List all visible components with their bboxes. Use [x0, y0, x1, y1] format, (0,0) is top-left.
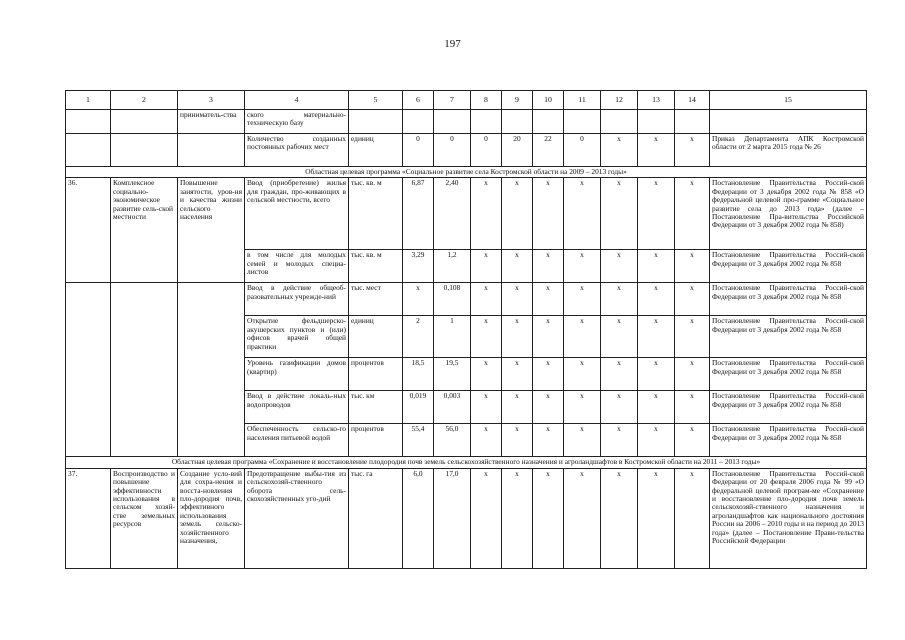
value-cell: x: [638, 178, 675, 250]
table-cell: [349, 110, 403, 134]
value-cell: 0: [564, 134, 601, 167]
value-cell: x: [564, 316, 601, 358]
table-cell: [66, 283, 111, 457]
value-cell: x: [601, 391, 638, 424]
column-header: 13: [638, 91, 675, 110]
table-cell: [710, 110, 867, 134]
column-header: 8: [471, 91, 502, 110]
value-cell: x: [502, 316, 533, 358]
column-header: 1: [66, 91, 111, 110]
value-cell: x: [675, 134, 710, 167]
table-cell: [675, 110, 710, 134]
table-cell: [471, 110, 502, 134]
value-cell: x: [638, 391, 675, 424]
value-cell: x: [502, 283, 533, 316]
value-cell: x: [601, 134, 638, 167]
table-cell: [111, 110, 178, 134]
value-cell: x: [471, 250, 502, 283]
value-cell: x: [502, 424, 533, 457]
goal-cell: Комплексное социально-экономическое развитие сель-ской местности: [111, 178, 178, 283]
table-cell: [178, 134, 245, 167]
value-cell: x: [601, 316, 638, 358]
source-cell: Постановление Правительства Россий-ской Федерации от 3 декабря 2002 года № 858: [710, 358, 867, 391]
value-cell: x: [533, 468, 564, 568]
source-cell: Постановление Правительства Россий-ской Федерации от 3 декабря 2002 года № 858: [710, 424, 867, 457]
indicator-cell: Ввод (приобретение) жилья для граждан, про-живающих в сельской местности, всего: [245, 178, 349, 250]
value-cell: x: [471, 178, 502, 250]
value-cell: x: [638, 424, 675, 457]
source-cell: Постановление Правительства Россий-ской Федерации от 3 декабря 2002 года № 858: [710, 283, 867, 316]
value-cell: x: [471, 283, 502, 316]
column-header: 12: [601, 91, 638, 110]
unit-cell: единиц: [349, 134, 403, 167]
value-cell: x: [533, 250, 564, 283]
column-header: 4: [245, 91, 349, 110]
task-cell: приниматель-ства: [178, 110, 245, 134]
table-cell: [178, 283, 245, 457]
indicator-cell: Ввод в действие локаль-ных водопроводов: [245, 391, 349, 424]
item-number: 36.: [66, 178, 111, 283]
column-header: 7: [434, 91, 471, 110]
section-title: Областная целевая программа «Сохранение и восстановление плодородия почв земель сельскохозяйственного назначения и агроландшафтов в Костромской области на 2011 – 2013 годы»: [66, 457, 867, 468]
unit-cell: тыс. мест: [349, 283, 403, 316]
column-header: 15: [710, 91, 867, 110]
value-cell: x: [638, 134, 675, 167]
value-cell: 56,0: [434, 424, 471, 457]
table-cell: [434, 110, 471, 134]
table-cell: [638, 110, 675, 134]
indicator-cell: Обеспеченность сельско-го населения питьевой водой: [245, 424, 349, 457]
value-cell: x: [533, 358, 564, 391]
value-cell: 3,29: [403, 250, 434, 283]
value-cell: x: [564, 358, 601, 391]
source-cell: Постановление Правительства Россий-ской Федерации от 3 декабря 2002 года № 858: [710, 316, 867, 358]
value-cell: x: [471, 316, 502, 358]
table-row: [66, 178, 867, 250]
source-cell: Постановление Правительства Россий-ской Федерации от 3 декабря 2002 года № 858: [710, 250, 867, 283]
value-cell: x: [471, 468, 502, 568]
value-cell: 18,5: [403, 358, 434, 391]
unit-cell: тыс. км: [349, 391, 403, 424]
value-cell: 0: [434, 134, 471, 167]
column-header: 5: [349, 91, 403, 110]
table-cell: [66, 110, 111, 134]
value-cell: 55,4: [403, 424, 434, 457]
value-cell: x: [675, 424, 710, 457]
value-cell: x: [638, 358, 675, 391]
value-cell: x: [564, 391, 601, 424]
value-cell: x: [502, 468, 533, 568]
table-cell: [403, 110, 434, 134]
goal-cell: Воспроизводство и повышение эффективности использования в сельском хозяй-стве земельных ресурсов: [111, 468, 178, 568]
value-cell: x: [502, 250, 533, 283]
table-row: [66, 134, 867, 167]
unit-cell: тыс. кв. м: [349, 178, 403, 250]
table-cell: [111, 283, 178, 457]
column-header: 3: [178, 91, 245, 110]
value-cell: x: [471, 391, 502, 424]
table-cell: [111, 134, 178, 167]
source-cell: Постановление Правительства Россий-ской Федерации от 20 февраля 2006 года № 99 «О федеральной целевой програм-ме «Сохранение и восстановление пло-дородия почв земель сельскохозяй-ственного назначения и агроландшафтов как национального достояния России на 2006 – 2010 годы и на период до 2013 года» (далее – Постановление Прави-тельства Российской Федерации: [710, 468, 867, 568]
value-cell: x: [564, 283, 601, 316]
unit-cell: тыс. кв. м: [349, 250, 403, 283]
task-cell: Повышение занятости, уров-ня и качества жизни сельского населения: [178, 178, 245, 283]
value-cell: x: [675, 468, 710, 568]
source-cell: Постановление Правительства Россий-ской Федерации от 3 декабря 2002 года № 858 «О федеральной целевой про-грамме «Социальное развитие села до 2013 года» (далее – Постановление Пра-вительства Российской Федерации от 3 декабря 2002 года № 858): [710, 178, 867, 250]
value-cell: x: [638, 283, 675, 316]
item-number: 37.: [66, 468, 111, 568]
value-cell: x: [564, 178, 601, 250]
table-cell: [66, 134, 111, 167]
column-header: 9: [502, 91, 533, 110]
column-header: 11: [564, 91, 601, 110]
table-cell: [502, 110, 533, 134]
unit-cell: процентов: [349, 424, 403, 457]
value-cell: x: [638, 316, 675, 358]
value-cell: 17,0: [434, 468, 471, 568]
indicator-cell: Уровень газификации домов (квартир): [245, 358, 349, 391]
value-cell: 0,019: [403, 391, 434, 424]
task-cell: Создание усло-вий для сохра-нения и восста-новления пло-дородия почв, эффективного использования земель сельско-хозяйственного назначения,: [178, 468, 245, 568]
value-cell: x: [675, 250, 710, 283]
value-cell: x: [601, 358, 638, 391]
table-cell: [601, 110, 638, 134]
value-cell: x: [601, 424, 638, 457]
value-cell: x: [601, 283, 638, 316]
value-cell: 1: [434, 316, 471, 358]
indicator-cell: Количество созданных постоянных рабочих мест: [245, 134, 349, 167]
value-cell: 20: [502, 134, 533, 167]
source-cell: Приказ Департамента АПК Костромской области от 2 марта 2015 года № 26: [710, 134, 867, 167]
value-cell: x: [675, 316, 710, 358]
value-cell: 6,87: [403, 178, 434, 250]
value-cell: x: [533, 391, 564, 424]
unit-cell: процентов: [349, 358, 403, 391]
value-cell: x: [675, 391, 710, 424]
source-cell: Постановление Правительства Россий-ской Федерации от 3 декабря 2002 года № 858: [710, 391, 867, 424]
value-cell: 0,108: [434, 283, 471, 316]
value-cell: 19,5: [434, 358, 471, 391]
section-row: [66, 457, 867, 468]
column-header: 14: [675, 91, 710, 110]
indicator-cell: Открытие фельдшерско-акушерских пунктов и (или) офисов врачей общей практики: [245, 316, 349, 358]
value-cell: 2,40: [434, 178, 471, 250]
column-number-header-row: [66, 91, 867, 110]
value-cell: x: [601, 178, 638, 250]
value-cell: 1,2: [434, 250, 471, 283]
indicators-table: [65, 90, 867, 569]
value-cell: 22: [533, 134, 564, 167]
value-cell: x: [675, 283, 710, 316]
unit-cell: единиц: [349, 316, 403, 358]
value-cell: x: [502, 178, 533, 250]
value-cell: x: [502, 358, 533, 391]
value-cell: x: [502, 391, 533, 424]
section-title: Областная целевая программа «Социальное развитие села Костромской области на 2009 – 2013 годы»: [66, 167, 867, 178]
indicator-cell: Ввод в действие общеоб-разовательных учрежде-ний: [245, 283, 349, 316]
value-cell: x: [638, 468, 675, 568]
section-row: [66, 167, 867, 178]
value-cell: x: [601, 468, 638, 568]
value-cell: 0: [403, 134, 434, 167]
unit-cell: тыс. га: [349, 468, 403, 568]
column-header: 2: [111, 91, 178, 110]
value-cell: x: [564, 468, 601, 568]
table-row: [66, 283, 867, 316]
indicator-cell: в том числе для молодых семей и молодых специа-листов: [245, 250, 349, 283]
value-cell: x: [533, 316, 564, 358]
value-cell: x: [638, 250, 675, 283]
value-cell: x: [564, 424, 601, 457]
value-cell: x: [471, 358, 502, 391]
table-cell: [533, 110, 564, 134]
value-cell: 2: [403, 316, 434, 358]
value-cell: 6,0: [403, 468, 434, 568]
page-number: 197: [444, 38, 461, 50]
value-cell: x: [533, 424, 564, 457]
value-cell: x: [675, 358, 710, 391]
value-cell: x: [675, 178, 710, 250]
value-cell: x: [564, 250, 601, 283]
value-cell: x: [601, 250, 638, 283]
value-cell: x: [471, 424, 502, 457]
column-header: 6: [403, 91, 434, 110]
table-row: [66, 110, 867, 134]
value-cell: 0,003: [434, 391, 471, 424]
indicator-cell: Предотвращение выбы-тия из сельскохозяй-ственного оборота сель-скохозяйственных уго-дий: [245, 468, 349, 568]
table-cell: [564, 110, 601, 134]
column-header: 10: [533, 91, 564, 110]
indicator-cell: ского материально-техническую базу: [245, 110, 349, 134]
value-cell: x: [403, 283, 434, 316]
value-cell: 0: [471, 134, 502, 167]
table-row: [66, 468, 867, 568]
value-cell: x: [533, 283, 564, 316]
value-cell: x: [533, 178, 564, 250]
